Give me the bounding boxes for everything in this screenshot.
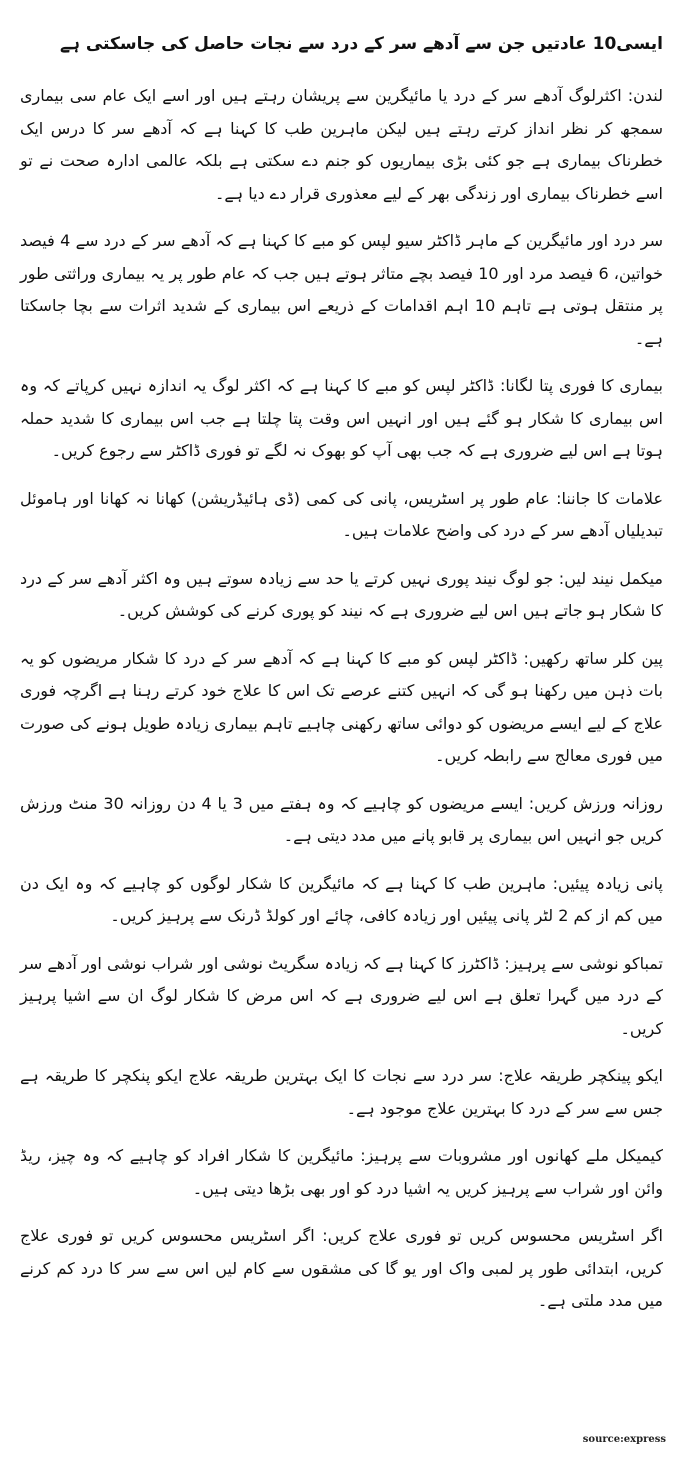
source-credit: source:express bbox=[582, 1434, 666, 1445]
paragraph-acupuncture: ایکو پینکچر طریقہ علاج: سر درد سے نجات کا ایک بہترین طریقہ علاج ایکو پنکچر کا طریقہ ہے جس سے سر کے درد کا بہترین علاج موجود ہے۔ bbox=[20, 1066, 663, 1118]
paragraph-smoking: تمباکو نوشی سے پرہیز: ڈاکٹرز کا کہنا ہے کہ زیادہ سگریٹ نوشی اور شراب نوشی اور آدھے سر کے درد میں گہرا تعلق ہے اس لیے ضروری ہے کہ اس مرض کا شکار لوگ ان سے اشیا پرہیز کریں۔ bbox=[20, 953, 663, 1038]
paragraph-chemical-foods: کیمیکل ملے کھانوں اور مشروبات سے پرہیز: مائیگرین کا شکار افراد کو چاہیے کہ وہ چیز، ریڈ وائن اور شراب سے پرہیز کریں یہ اشیا درد کو اور بھی بڑھا دیتی ہیں۔ bbox=[20, 1146, 663, 1198]
paragraph-intro: لندن: اکثرلوگ آدھے سر کے درد یا مائیگرین سے پریشان رہتے ہیں اور اسے ایک عام سی بیماری سمجھ کر نظر انداز کرتے رہتے ہیں لیکن ماہرین طب کا کہنا ہے کہ آدھے سر کا درس ایک خطرناک بیماری ہے جو کئی بڑی بیماریوں کو جنم دے سکتی ہے بلکہ عالمی ادارہ صحت نے تو اسے خطرناک بیماری اور زندگی بھر کے لیے معذوری قرار دے دیا ہے۔ bbox=[20, 86, 663, 203]
paragraph-stress: اگر اسٹریس محسوس کریں تو فوری علاج کریں: اگر اسٹریس محسوس کریں تو فوری علاج کریں، ابتدائی طور پر لمبی واک اور یو گا کی مشقوں سے کام لیں اس سے سر کا درد کم کرنے میں مدد ملتی ہے۔ bbox=[20, 1226, 663, 1310]
paragraph-early-detection: بیماری کا فوری پتا لگانا: ڈاکٹر لپس کو مبے کا کہنا ہے کہ اکثر لوگ یہ اندازہ نہیں کرپاتے کہ وہ اس بیماری کا شکار ہو گئے ہیں اور انہیں اس وقت پتا چلتا ہے جب اس بیماری کا شدید حملہ ہوتا ہے اس لیے ضروری ہے کہ جب بھی آپ کو بھوک نہ لگے تو فوری ڈاکٹر سے رجوع کریں۔ bbox=[20, 376, 663, 460]
paragraph-sleep: میکمل نیند لیں: جو لوگ نیند پوری نہیں کرتے یا حد سے زیادہ سوتے ہیں وہ اکثر آدھے سر کے درد کا شکار ہو جاتے ہیں اس لیے ضروری ہے کہ نیند کو پوری کرنے کی کوشش کریں۔ bbox=[20, 568, 663, 620]
paragraph-symptoms: علامات کا جاننا: عام طور پر اسٹریس، پانی کی کمی (ڈی ہائیڈریشن) کھانا نہ کھانا اور ہاموئل تبدیلیاں آدھے سر کے درد کی واضح علامات ہیں۔ bbox=[20, 488, 663, 540]
paragraph-statistics: سر درد اور مائیگرین کے ماہر ڈاکٹر سیو لپس کو مبے کا کہنا ہے کہ آدھے سر کے درد سے 4 فیصد خواتین، 6 فیصد مرد اور 10 فیصد بچے متاثر ہوتے ہیں جب کہ عام طور پر یہ بیماری وراثتی طور پر منتقل ہوتی ہے تاہم 10 اہم اقدامات کے ذریعے اس بیماری کے شدید اثرات سے بچا جاسکتا ہے۔ bbox=[20, 231, 664, 348]
paragraph-water: پانی زیادہ پیئیں: ماہرین طب کا کہنا ہے کہ مائیگرین کا شکار لوگوں کو چاہیے کہ وہ ایک دن میں کم از کم 2 لٹر پانی پیئیں اور زیادہ کافی، چائے اور کولڈ ڈرنک سے پرہیز کریں۔ bbox=[20, 873, 663, 925]
paragraph-exercise: روزانہ ورزش کریں: ایسے مریضوں کو چاہیے کہ وہ ہفتے میں 3 یا 4 دن روزانہ 30 منٹ ورزش کریں جو انہیں اس بیماری پر قابو پانے میں مدد دیتی ہے۔ bbox=[20, 793, 664, 845]
paragraph-painkiller: پین کلر ساتھ رکھیں: ڈاکٹر لپس کو مبے کا کہنا ہے کہ آدھے سر کے درد کا شکار مریضوں کو یہ بات ذہن میں رکھنا ہو گی کہ انہیں کتنے عرصے تک اس کا علاج خود کرتے رہنا ہے اگرچہ فوری علاج کے لیے ایسے مریضوں کو دوائی ساتھ رکھنی چاہیے تاہم بیماری زیادہ طویل ہونے کی صورت میں فوری معالج سے رابطہ کریں۔ bbox=[20, 648, 663, 765]
headline: ایسی10 عادتیں جن سے آدھے سر کے درد سے نجات حاصل کی جاسکتی ہے bbox=[60, 34, 663, 54]
article-body bbox=[20, 80, 663, 1318]
